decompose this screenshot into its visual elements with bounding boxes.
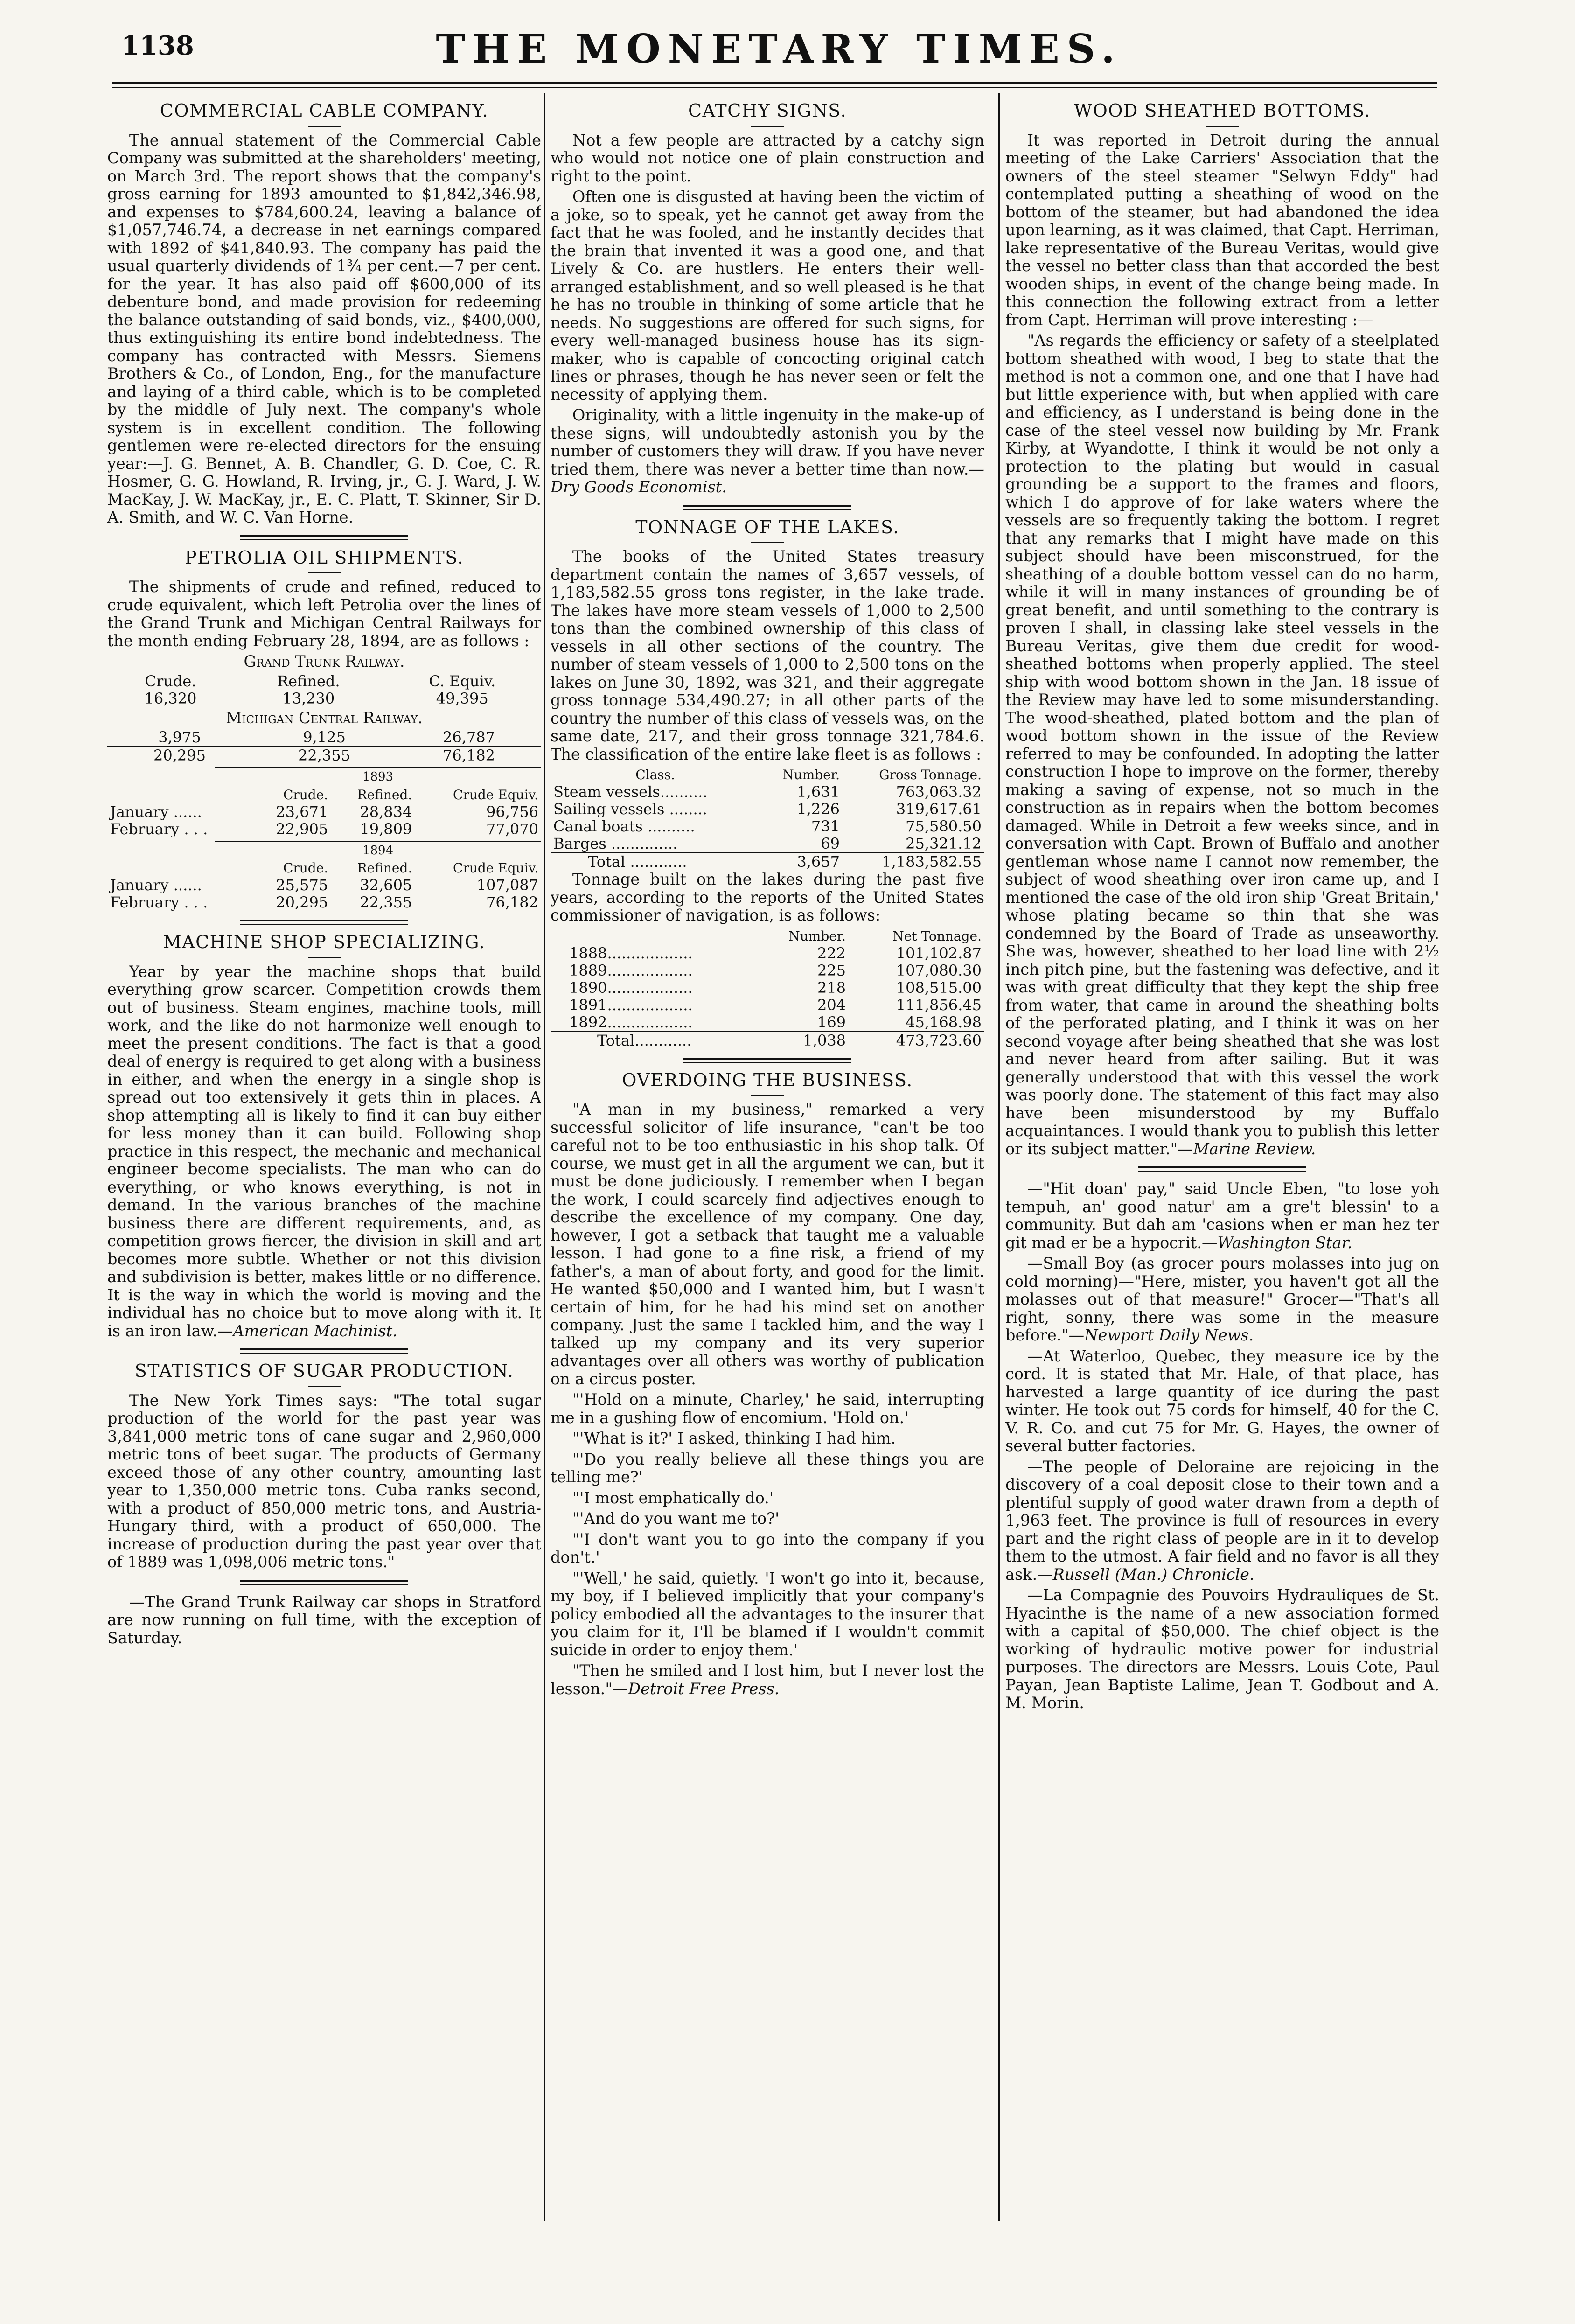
- news-text: —Small Boy (as grocer pours molasses into jug on cold morning)—"Here, mister, you haven't got all the molasses out of that measure!" Grocer—"That's all right, sonny, there was some in the measure before.": [1005, 1254, 1439, 1344]
- table-cell: Barges ..............: [553, 835, 678, 852]
- article-body: [107, 963, 541, 1340]
- article-text: Originality, with a little ingenuity in the make-up of these signs, will undoubtedly astonish you by the number of customers they will draw. If you have never tried them, there was never a better time than now.: [551, 406, 984, 478]
- table-cell: February . . .: [110, 820, 208, 838]
- article-separator: [1138, 1166, 1306, 1172]
- table-cell: 77,070: [486, 820, 538, 838]
- article-separator: [240, 1348, 408, 1354]
- article-paragraph: "'I don't want you to go into the company if you don't.': [551, 1530, 984, 1566]
- article-paragraph: "A man in my business," remarked a very successful solicitor of life insurance, "can't be too careful not to be too enthusiastic in his shop talk. Of course, we must get in all the argument we can, but it must be done judiciously. I remember when I began the work, I could scarcely find adjectives enough to describe the excellence of my company. One day, however, I got a setback that taught me a valuable lesson. I had gone to a fine risk, a friend of my father's, a man of about forty, and good for the limit. He wanted $50,000 and I wanted him, but I wasn't certain of him, for he had his mind set on another company. Just the same I tackled him, and the way I talked up my company and its very superior advantages over all others was worthy of publication on a circus poster.: [551, 1100, 984, 1388]
- table-cell: 3,657: [760, 853, 843, 871]
- article-text: "As regards the efficiency or safety of a steelplated bottom sheathed with wood, I beg to state that the method is not a common one, and one that I have had but little experience with, but when applied with care and efficiency, as I understand is being done in the case of the steel vessel now building by Mr. Frank Kirby, at Wyandotte, I think it would be not only a protection to the plating but would in casual grounding be a support to the frames and floors, which I do approve of for lake waters where the vessels are so frequently taking the bottom. I regret that any remarks that I might have made on this subject should have been misconstrued, for the sheathing of a double bottom vessel can do no harm, while it will in many instances of grounding be of great benefit, and until something to the contrary is proven I shall, in classing lake steel vessels in the Bureau Veritas, give them due credit for wood-sheathed bottoms when properly applied. The steel ship with wood bottom shown in the Jan. 18 issue of the Review may have led to some misunderstanding. The wood-sheathed, plated bottom and the plan of wood bottom shown in the issue of the Review referred to may be confounded. In adopting the latter construction I hope to improve on the former, thereby making a saving of expense, not so much in the construction as in repairs when the bottom becomes damaged. While in Detroit a few weeks since, and in conversation with Capt. Brown of Buffalo and another gentleman whose name I cannot now remember, the subject of wood sheathing over iron came up, and I mentioned the case of the old iron ship 'Great Britain,' whose plating became so thin that she was condemned by the Board of Trade as unseaworthy. She was, however, sheathed to her load line with 2½ inch pitch pine, but the fastening was defective, and it was with great difficulty that they kept the ship free from water, that came in around the sheathing bolts of the perforated plating, and I think it was on her second voyage after being sheathed that she was lost and never heard from after sailing. But it was generally understood that with this vessel the work was poorly done. The statement of this fact may also have been misunderstood by my Buffalo acquaintances. I would thank you to publish this letter or its subject matter.": [1005, 331, 1439, 1158]
- column-divider: [544, 93, 545, 2221]
- article-title: CATCHY SIGNS.: [688, 100, 847, 121]
- table-cell: 13,230: [282, 689, 335, 707]
- news-item: [1005, 1458, 1439, 1584]
- masthead-title: THE MONETARY TIMES.: [436, 26, 1122, 72]
- table-cell: 20,295: [276, 893, 328, 911]
- news-source: —Washington Star.: [1201, 1233, 1352, 1252]
- article-source: —American Machinist.: [217, 1321, 397, 1340]
- column-head: Gross Tonnage.: [879, 767, 982, 782]
- article-title: PETROLIA OIL SHIPMENTS.: [185, 547, 464, 568]
- column-head: Number.: [782, 767, 840, 782]
- news-source: —Newport Daily News.: [1068, 1326, 1254, 1344]
- table-cell: 9,125: [303, 728, 346, 746]
- table-cell: 3,975: [158, 728, 201, 746]
- column-divider: [998, 93, 1000, 2221]
- table-cell: 69: [821, 835, 840, 852]
- table-cell: 28,834: [360, 803, 412, 821]
- article-paragraph: "'Well,' he said, quietly. 'I won't go into it, because, my boy, if I believed implicitly that your company's policy embodied all the advantages to the insurer that you claim for it, I'll be blamed if I wouldn't commit suicide in order to enjoy them.': [551, 1569, 984, 1659]
- article-separator: [683, 505, 851, 510]
- table-cell: 26,787: [443, 728, 495, 746]
- table-cell: 1888..................: [569, 944, 693, 962]
- table-cell: 32,605: [360, 876, 412, 894]
- column-head: Crude Equiv.: [453, 787, 538, 803]
- article-body: The shipments of crude and refined, reduced to crude equivalent, which left Petrolia over the lines of the Grand Trunk and Michigan Central Railways for the month ending February 28, 1894, are as follows :: [107, 578, 541, 650]
- article-title: OVERDOING THE BUSINESS.: [622, 1069, 913, 1090]
- table-cell: 218: [817, 978, 846, 997]
- table-cell: 1,038: [759, 1032, 849, 1049]
- table-cell: 1889..................: [569, 961, 693, 979]
- column-head: Crude.: [283, 787, 328, 803]
- news-item: —The Grand Trunk Railway car shops in Stratford are now running on full time, with the exception of Saturday.: [107, 1592, 541, 1647]
- table-cell: 101,102.87: [896, 944, 982, 962]
- news-item: [1005, 1255, 1439, 1345]
- article-source: —Dry Goods Economist.: [551, 460, 984, 496]
- article-paragraph: Not a few people are attracted by a catchy sign who would not notice one of plain construction and right to the point.: [551, 131, 984, 185]
- header-rule: [112, 82, 1437, 84]
- article-paragraph: Often one is disgusted at having been the victim of a joke, so to speak, yet he cannot get away from the fact that he was fooled, and he instantly decides that the brain that invented it was a good one, and that Lively & Co. are hustlers. He enters their well-arranged establishment, and so well pleased is he that he has no trouble in thinking of some article that he needs. No suggestions are offered for such signs, for every well-managed business house has its sign-maker, who is capable of concocting original catch lines or phrases, though he has never seen or felt the necessity of applying them.: [551, 188, 984, 404]
- title-rule: [751, 1095, 784, 1096]
- article-text: Year by year the machine shops that build everything grow scarcer. Competition crowds them out of business. Steam engines, machine tools, mill work, and the like do not harmonize well enough to meet the present conditions. The fact is that a good deal of energy is required to get along with a business in either, and when the energy in a single shop is spread out too extensively it gets thin in places. A shop attempting all is likely to find it can buy either for less money than it can build. Following shop practice in this respect, the mechanic and mechanical engineer become specialists. The man who can do everything, or who knows everything, is not in demand. In the various branches of the machine business there are different requirements, and, as competition grows fiercer, the division in skill and art becomes more subtle. Whether or not this division and subdivision is better, makes little or no difference. It is the way in which the world is moving and the individual has no choice but to move along with it. It is an iron law.: [107, 962, 541, 1340]
- column-1: [107, 93, 541, 2314]
- table-cell: 20,295: [107, 747, 252, 764]
- column-head: Crude.: [283, 860, 328, 876]
- table-cell: 23,671: [276, 803, 328, 821]
- title-rule: [751, 126, 784, 127]
- column-head: Crude Equiv.: [453, 860, 538, 876]
- column-head: Class.: [635, 767, 675, 782]
- table-cell: Total ............: [551, 853, 760, 871]
- column-2: [551, 93, 984, 2314]
- news-text: —At Waterloo, Quebec, they measure ice by the cord. It is stated that Mr. Hale, of that place, has harvested a large quantity of ice during the past winter. He took out 75 cords for himself, 40 for the C. V. R. Co. and cut 75 for Mr. G. Hayes, the owner of several butter factories.: [1005, 1347, 1439, 1455]
- table-cell: Total............: [551, 1032, 759, 1049]
- table-cell: 49,395: [436, 689, 488, 707]
- article-paragraph: "'What is it?' I asked, thinking I had him.: [572, 1429, 896, 1447]
- article-paragraph: The books of the United States treasury department contain the names of 3,657 vessels, of 1,183,582.55 gross tons register, in the lake trade. The lakes have more steam vessels of 1,000 to 2,500 tons than the combined ownership of this class of vessels in all other sections of the country. The number of steam vessels of 1,000 to 2,500 tons on the lakes on June 30, 1892, was 321, and their aggregate gross tonnage 534,490.27; in all other parts of the country the number of this class of vessels was, on the same date, 217, and their gross tonnage 321,784.6. The classification of the entire lake fleet is as follows :: [551, 547, 984, 763]
- title-rule: [308, 957, 341, 958]
- title-rule: [308, 126, 341, 127]
- article-paragraph: "'I most emphatically do.': [572, 1488, 774, 1507]
- table-cell: 1890..................: [569, 978, 693, 997]
- article-paragraph: "'Do you really believe all these things you are telling me?': [551, 1450, 984, 1486]
- table-cell: 75,580.50: [906, 817, 982, 835]
- table-cell: 111,856.45: [896, 996, 982, 1014]
- header-rule-thin: [112, 87, 1437, 88]
- table-cell: 107,080.30: [896, 961, 982, 979]
- year-divider: 1893: [215, 767, 541, 786]
- article-separator: [683, 1058, 851, 1063]
- news-source: —Russell (Man.) Chronicle.: [1037, 1565, 1254, 1584]
- year-table: [107, 786, 541, 838]
- table-cell: 107,087: [476, 876, 538, 894]
- table-cell: 1891..................: [569, 996, 693, 1014]
- article-paragraph: It was reported in Detroit during the annual meeting of the Lake Carriers' Association that the owners of the steel steamer "Selwyn Eddy" had contemplated putting a sheathing of wood on the bottom of the steamer, but had abandoned the idea upon learning, as it was claimed, that Capt. Herriman, lake representative of the Bureau Veritas, would give the vessel no better class than that accorded the best wooden ships, in event of the change being made. In this connection the following extract from a letter from Capt. Herriman will prove interesting :—: [1005, 131, 1439, 329]
- title-rule: [751, 542, 784, 543]
- column-head: [551, 928, 759, 945]
- table-cell: 25,575: [276, 876, 328, 894]
- table-cell: 1,631: [797, 783, 840, 801]
- table-cell: 45,168.98: [906, 1013, 982, 1031]
- table-cell: 22,355: [252, 747, 397, 764]
- table-cell: 1,183,582.55: [843, 853, 984, 871]
- article-source: —Detroit Free Press.: [612, 1679, 780, 1698]
- table-cell: Canal boats ..........: [553, 817, 695, 835]
- table-cell: February . . .: [110, 893, 208, 911]
- table-cell: 1,226: [797, 800, 840, 818]
- table-cell: 76,182: [397, 747, 541, 764]
- article-body: The annual statement of the Commercial Cable Company was submitted at the shareholders' meeting, on March 3rd. The report shows that the company's gross earning for 1893 amounted to $1,842,346.98, and expenses to $784,600.24, leaving a balance of $1,057,746.74, a decrease in net earnings compared with 1892 of $41,840.93. The company has paid the usual quarterly dividends of 1¾ per cent.—7 per cent. for the year. It has also paid off $600,000 of its debenture bond, and made provision for redeeming the balance outstanding of said bonds, viz., $400,000, thus extinguishing its entire bond indebtedness. The company has contracted with Messrs. Siemens Brothers & Co., of London, Eng., for the manufacture and laying of a third cable, which is to be completed by the middle of July next. The company's whole system is in excellent condition. The following gentlemen were re-elected directors for the ensuing year:—J. G. Bennet, A. B. Chandler, G. D. Coe, C. R. Hosmer, G. G. Howland, R. Irving, jr., G. J. Ward, J. W. MacKay, J. W. MacKay, jr., E. C. Platt, T. Skinner, Sir D. A. Smith, and W. C. Van Horne.: [107, 131, 541, 526]
- article-paragraph: "'And do you want me to?': [572, 1509, 780, 1528]
- article-title: MACHINE SHOP SPECIALIZING.: [163, 932, 486, 952]
- column-head: Number.: [788, 928, 846, 944]
- table-cell: 19,809: [360, 820, 412, 838]
- article-separator: [240, 920, 408, 925]
- article-paragraph: "'Hold on a minute, Charley,' he said, interrupting me in a gushing flow of encomium. 'Hold on.': [551, 1390, 984, 1427]
- tonnage-table: [551, 928, 984, 1049]
- table-cell: 763,063.32: [896, 783, 982, 801]
- table-cell: 473,723.60: [849, 1032, 984, 1049]
- table-cell: 22,355: [360, 893, 412, 911]
- column-head: Refined.: [357, 860, 412, 876]
- article-separator: [240, 1580, 408, 1585]
- table-cell: 16,320: [144, 689, 197, 707]
- column-head: Refined.: [357, 787, 412, 803]
- table-cell: 1892..................: [569, 1013, 693, 1031]
- table-cell: 76,182: [486, 893, 538, 911]
- shipments-table: [107, 673, 541, 707]
- article-paragraph: [551, 406, 984, 496]
- table-cell: 25,321.12: [906, 835, 982, 852]
- year-divider: 1894: [215, 841, 541, 860]
- article-title: COMMERCIAL CABLE COMPANY.: [160, 100, 489, 121]
- table-label: Grand Trunk Railway.: [244, 652, 405, 670]
- article-text: "Then he smiled and I lost him, but I never lost the lesson.": [551, 1661, 984, 1698]
- column-3: [1005, 93, 1439, 2314]
- table-cell: 169: [817, 1013, 846, 1031]
- news-text: —The people of Deloraine are rejoicing in the discovery of a coal deposit close to their town and a plentiful supply of good water drawn from a depth of 1,963 feet. The province is full of resources in every part and the right class of people are in it to develop them to the utmost. A fair field and no favor is all they ask.: [1005, 1457, 1439, 1584]
- column-head: C. Equiv.: [429, 672, 496, 690]
- article-title: STATISTICS OF SUGAR PRODUCTION.: [134, 1361, 514, 1381]
- table-cell: 222: [817, 944, 846, 962]
- news-text: —La Compagnie des Pouvoirs Hydrauliques de St. Hyacinthe is the name of a new association formed with a capital of $50,000. The chief object is the working of hydraulic motive power for industrial purposes. The directors are Messrs. Louis Cote, Paul Payan, Jean Baptiste Lalime, Jean T. Godbout and A. M. Morin.: [1005, 1586, 1439, 1712]
- article-title: WOOD SHEATHED BOTTOMS.: [1074, 100, 1371, 121]
- table-cell: January ......: [110, 876, 202, 894]
- page-header: [121, 26, 1437, 72]
- column-head: Net Tonnage.: [892, 928, 982, 944]
- page-number: 1138: [121, 30, 194, 61]
- title-rule: [308, 572, 341, 573]
- news-item: [1005, 1586, 1439, 1712]
- table-cell: Steam vessels..........: [553, 783, 708, 801]
- article-paragraph: [551, 1662, 984, 1698]
- year-table: [107, 859, 541, 911]
- column-head: Crude.: [145, 672, 196, 690]
- article-title: TONNAGE OF THE LAKES.: [635, 516, 899, 537]
- column-head: Refined.: [277, 672, 340, 690]
- table-cell: January ......: [110, 803, 202, 821]
- news-item: [1005, 1347, 1439, 1455]
- table-cell: 22,905: [276, 820, 328, 838]
- article-paragraph: Tonnage built on the lakes during the past five years, according to the reports of the United States commissioner of navigation, is as follows:: [551, 870, 984, 924]
- table-cell: 731: [811, 817, 840, 835]
- article-paragraph: [1005, 332, 1439, 1158]
- fleet-table: [551, 766, 984, 871]
- table-label: Michigan Central Railway.: [226, 708, 423, 727]
- table-cell: 225: [817, 961, 846, 979]
- title-rule: [1206, 126, 1239, 127]
- table-cell: 204: [817, 996, 846, 1014]
- news-item: [1005, 1180, 1439, 1252]
- article-separator: [240, 535, 408, 540]
- table-cell: 319,617.61: [896, 800, 982, 818]
- article-body: The New York Times says: "The total sugar production of the world for the past year was 3,841,000 metric tons of cane sugar and 2,960,000 metric tons of beet sugar. The products of Germany exceed those of any other country, amounting last year to 1,350,000 metric tons. Cuba ranks second, with a product of 850,000 metric tons, and Austria-Hungary third, with a product of 650,000. The increase of production during the past year over that of 1889 was 1,098,006 metric tons.": [107, 1391, 541, 1571]
- title-rule: [308, 1386, 341, 1387]
- table-cell: 96,756: [486, 803, 538, 821]
- table-cell: 108,515.00: [896, 978, 982, 997]
- article-source: —Marine Review.: [1178, 1139, 1316, 1158]
- shipments-table: [107, 729, 541, 764]
- news-text: —"Hit doan' pay," said Uncle Eben, "to lose yoh tempuh, an' good natur' am a gre't blessin' to a community. But dah am 'casions when er man hez ter git mad er be a hypocrit.: [1005, 1179, 1439, 1252]
- table-cell: Sailing vessels ........: [553, 800, 707, 818]
